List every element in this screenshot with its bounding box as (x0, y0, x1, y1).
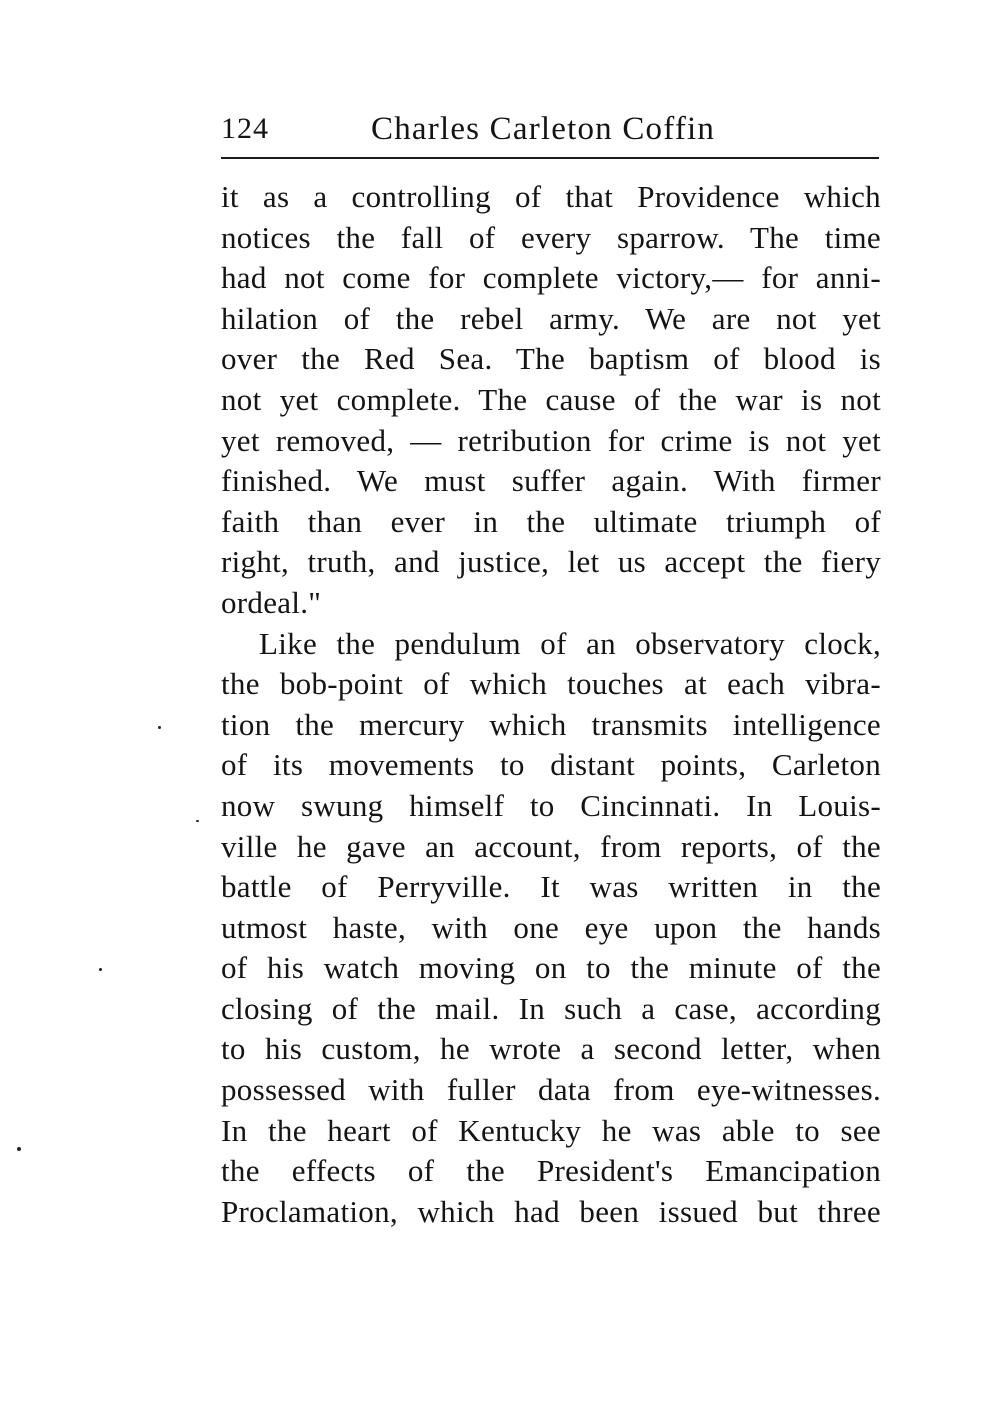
text-line: notices the fall of every sparrow. The time (221, 219, 881, 255)
text-line: to his custom, he wrote a second letter, when (221, 1031, 881, 1067)
text-line: utmost haste, with one eye upon the hands (221, 909, 881, 945)
text-line: faith than ever in the ultimate triumph of (221, 503, 881, 539)
text-line: ordeal." (221, 584, 322, 620)
text-line: the effects of the President's Emancipation (221, 1153, 881, 1189)
text-line: Proclamation, which had been issued but three (221, 1193, 881, 1229)
text-line: finished. We must suffer again. With firmer (221, 463, 881, 499)
text-line: ville he gave an account, from reports, of the (221, 828, 881, 864)
paragraph-2 (221, 624, 881, 1233)
scan-speck (158, 726, 161, 729)
text-line: of its movements to distant points, Carleton (221, 747, 881, 783)
text-line: had not come for complete victory,— for anni- (221, 260, 881, 296)
scan-speck (99, 968, 102, 971)
text-line: yet removed, — retribution for crime is not yet (221, 422, 881, 458)
running-head (221, 108, 879, 150)
text-line: it as a controlling of that Providence which (221, 179, 881, 214)
header-rule (221, 157, 879, 159)
text-line: battle of Perryville. It was written in the (221, 869, 881, 905)
paragraph-1 (221, 177, 881, 624)
page-number: 124 (221, 112, 269, 145)
text-line: over the Red Sea. The baptism of blood is (221, 341, 881, 377)
text-line: the bob-point of which touches at each vibra- (221, 666, 881, 702)
text-line: In the heart of Kentucky he was able to see (221, 1112, 881, 1148)
running-title: Charles Carleton Coffin (371, 111, 716, 147)
text-line: right, truth, and justice, let us accept the fiery (221, 544, 881, 580)
text-line: not yet complete. The cause of the war is not (221, 381, 881, 417)
scan-speck (196, 820, 199, 822)
text-line: now swung himself to Cincinnati. In Louis- (221, 787, 881, 823)
text-line: hilation of the rebel army. We are not yet (221, 300, 881, 336)
scan-speck (17, 1147, 21, 1151)
text-line: tion the mercury which transmits intelligence (221, 706, 881, 742)
body-text (221, 177, 881, 1232)
text-line: of his watch moving on to the minute of the (221, 950, 881, 986)
text-line: Like the pendulum of an observatory clock, (259, 625, 881, 661)
text-line: possessed with fuller data from eye-witnesses. (221, 1072, 881, 1108)
text-line: closing of the mail. In such a case, according (221, 990, 881, 1026)
